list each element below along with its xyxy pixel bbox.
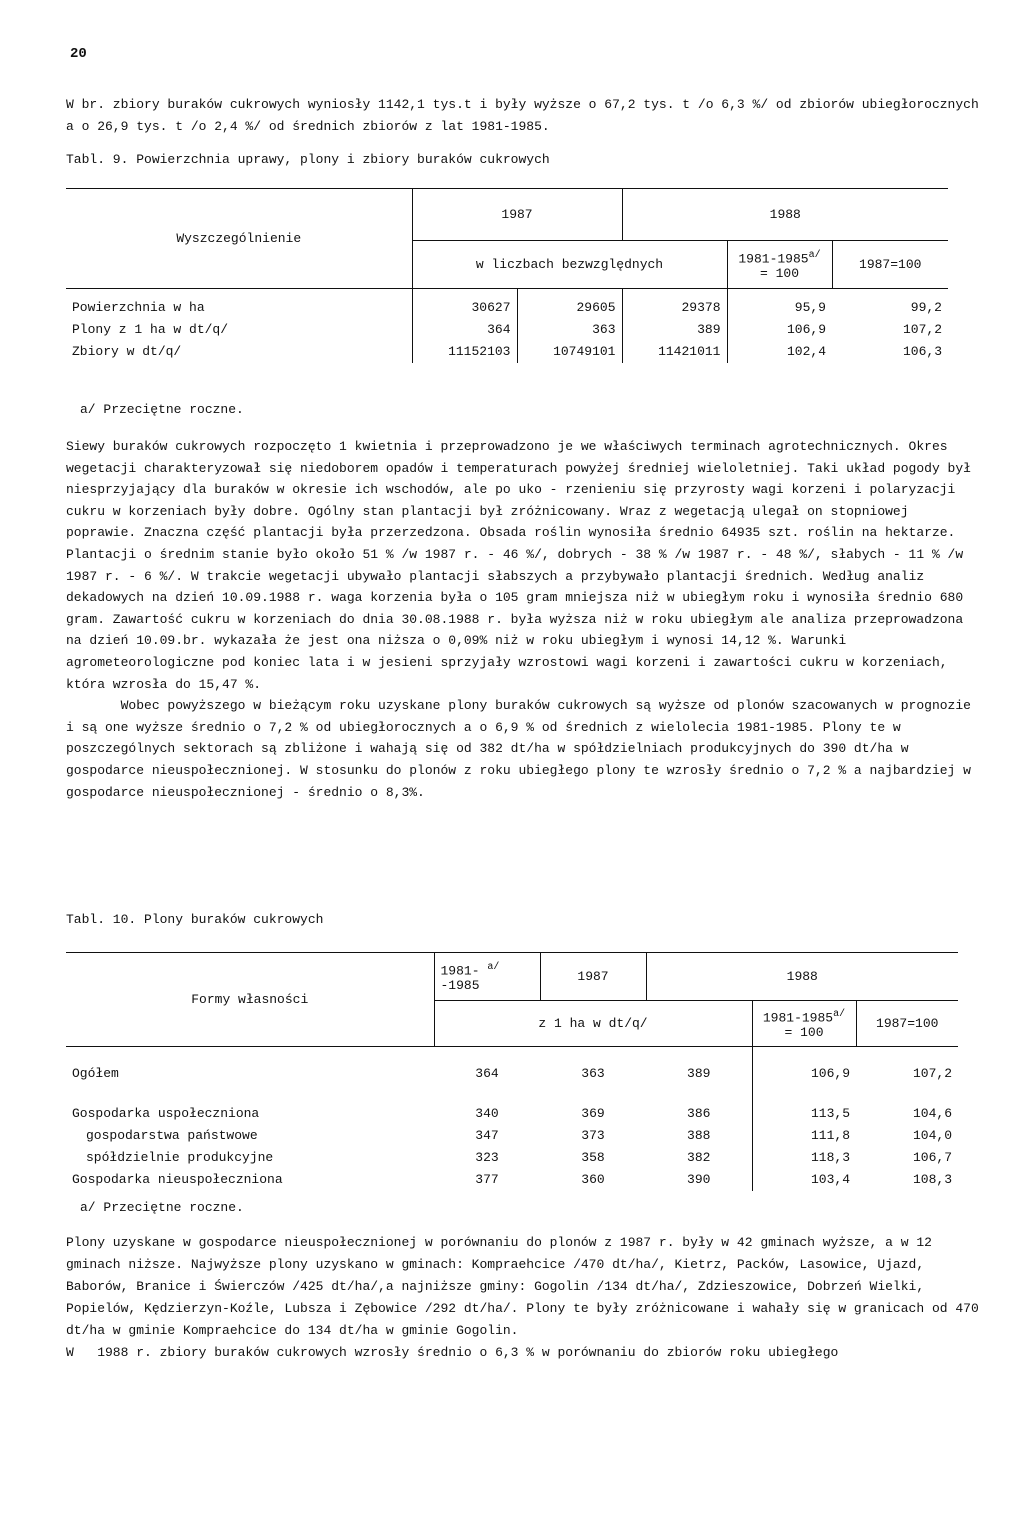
table10-row-label: spółdzielnie produkcyjne [86,1150,274,1165]
body-paragraph: Siewy buraków cukrowych rozpoczęto 1 kwietnia i przeprowadzono je we właściwych terminach agrotechnicznych. Okres wegetacji charakteryzował się niedoborem opadów i temperaturach powyżej średniej wieloletniej. Taki układ pogody był niesprzyjający dla buraków w okresie ich wschodów, ale po uko - rzenieniu się przyrosty wagi korzeni i polaryzacji cukru w korzeniach były dobre. Ogólny stan plantacji był zróżnicowany. Wraz z wegetacją ulegał on stopniowej poprawie. Znaczna część plantacji była przerzedzona. Obsada roślin wynosiła średnio 64935 szt. roślin na hektarze. Plantacji o średnim stanie było około 51 % /w 1987 r. - 46 %/, dobrych - 38 % /w 1987 r. - 48 %/, słabych - 11 % /w 1987 r. - 6 %/. W trakcie wegetacji ubywało plantacji słabszych a przybywało plantacji średnich. Według analiz dekadowych na dzień 10.09.1988 r. waga korzenia była o 105 gram mniejsza niż w ubiegłym roku i wynosiła średnio 680 gram. Zawartość cukru w korzeniach do dnia 30.08.1988 r. była wyższa niż w roku ubiegłym ale analiza przeprowadzona na dzień 10.09.br. wykazała że jest ona niższa o 0,09% niż w roku ubiegłym i wynosi 14,12 %. Warunki agrometeorologiczne pod koniec lata i w jesieni sprzyjały wzrostowi wagi korzeni i zawartości cukru w korzeniach, która wzrosła do 15,47 %. Wobec powyższego w bieżącym roku uzyskane plony buraków cukrowych są wyższe od plonów szacowanych w prognozie i są one wyższe średnio o 7,2 % od ubiegłorocznych a o 6,9 % od średnich z wielolecia 1981-1985. Plony te w poszczególnych sektorach są zbliżone i wahają się od 382 dt/ha w spółdzielniach produkcyjnych do 390 dt/ha w gospodarce nieuspołecznionej. W stosunku do plonów z roku ubiegłego plony te wzrosły średnio o 7,2 % a najbardziej w gospodarce nieuspołecznionej - średnio o 8,3%. [66,439,971,800]
table10-cell: 104,0 [912,1128,952,1143]
table10-cell: 369 [581,1106,605,1121]
table9-cell: 11421011 [622,341,727,363]
table10-avg-main: 1981- [440,963,480,979]
table10-idx-a-main: 1981-1985 [762,1010,834,1026]
table10-cell: 106,7 [912,1150,952,1165]
table9-footnote: a/ Przeciętne roczne. [80,402,244,417]
table10-row-label: gospodarstwa państwowe [86,1128,258,1143]
table10-cell: 111,8 [752,1125,856,1147]
table10-cell: 364 [475,1066,499,1081]
table-row [66,297,948,319]
table10-cell: 390 [687,1172,711,1187]
intro-paragraph: W br. zbiory buraków cukrowych wyniosły 1142,1 tys.t i były wyższe o 67,2 tys. t /o 6,3 %/ od zbiorów ubiegłorocznych a o 26,9 tys. t /o 2,4 %/ od średnich zbiorów z lat 1981-1985. [66,97,987,134]
table10-header-unit: z 1 ha w dt/q/ [434,1001,752,1047]
table10-cell: 103,4 [752,1169,856,1191]
table10-cell: 323 [475,1150,499,1165]
table9-cell: 107,2 [902,322,942,337]
table10-cell: 389 [687,1066,711,1081]
table9-cell: 99,2 [910,300,942,315]
table9-cell: 106,9 [727,319,832,341]
table10 [66,952,958,1191]
table9-idx-a-main: 1981-1985 [738,251,809,267]
table10-cell: 360 [581,1172,605,1187]
table9-cell: 10749101 [517,341,622,363]
table-row [66,1169,958,1191]
table9-cell: 95,9 [727,297,832,319]
table10-row-label: Gospodarka nieuspołeczniona [72,1172,283,1187]
table10-cell: 108,3 [912,1172,952,1187]
table9-header-1987: 1987 [412,189,622,241]
table10-cell: 363 [581,1066,605,1081]
table10-cell: 113,5 [752,1103,856,1125]
table9-cell: 363 [517,319,622,341]
table10-header-idx-a [752,1001,856,1047]
table10-idx-a-sup: a/ [833,1008,846,1020]
table9-caption: Tabl. 9. Powierzchnia uprawy, plony i zbiory buraków cukrowych [66,152,550,167]
table-row [66,1059,958,1089]
table-row [66,1125,958,1147]
table10-cell: 382 [687,1150,711,1165]
table9 [66,188,948,363]
table10-cell: 373 [581,1128,605,1143]
table10-header-1988: 1988 [646,953,958,1001]
table10-avg-second: -1985 [440,978,480,994]
table9-row-label: Plony z 1 ha w dt/q/ [72,322,229,337]
table-row [66,1103,958,1125]
table9-header-idx-a [727,241,832,289]
table9-idx-a-sup: a/ [808,249,821,261]
table9-header-abs: w liczbach bezwzględnych [412,241,727,289]
table9-row-label: Zbiory w dt/q/ [72,344,182,359]
table10-cell: 340 [475,1106,499,1121]
table9-cell: 29605 [517,297,622,319]
table10-cell: 388 [687,1128,711,1143]
table9-cell: 102,4 [727,341,832,363]
table9-cell: 106,3 [902,344,942,359]
table9-header-idx-b: 1987=100 [832,241,948,289]
table10-cell: 358 [581,1150,605,1165]
table9-header-desc: Wyszczególnienie [176,231,302,246]
table10-row-label: Gospodarka uspołeczniona [72,1106,260,1121]
closing-paragraph: Plony uzyskane w gospodarce nieuspołecznionej w porównaniu do plonów z 1987 r. były w 42 gminach wyższe, a w 12 gminach niższe. Najwyższe plony uzyskano w gminach: Kompraehcice /470 dt/ha/, Kietrz, Packów, Lasowice, Ujazd, Baborów, Branice i Świerczów /425 dt/ha/,a najniższe gminy: Gogolin /134 dt/ha/, Zdzieszowice, Dobrzeń Wielki, Popielów, Kędzierzyn-Koźle, Lubsza i Zębowice /292 dt/ha/. Plony te były zróżnicowane i wahały się w granicach od 470 dt/ha w gminie Kompraehcice do 134 dt/ha w gminie Gogolin. W 1988 r. zbiory buraków cukrowych wzrosły średnio o 6,3 % w porównaniu do zbiorów roku ubiegłego [66,1235,979,1360]
table10-header-desc: Formy własności [191,992,309,1007]
table9-header-1988: 1988 [622,189,948,241]
table10-header-1987: 1987 [540,953,646,1001]
table-row [66,341,948,363]
table10-cell: 386 [687,1106,711,1121]
table10-cell: 106,9 [752,1059,856,1089]
table10-idx-a-base: = 100 [784,1025,824,1041]
table9-cell: 389 [622,319,727,341]
table10-cell: 104,6 [912,1106,952,1121]
table9-cell: 29378 [622,297,727,319]
table9-idx-a-base: = 100 [759,266,799,282]
table9-cell: 30627 [412,297,517,319]
table9-row-label: Powierzchnia w ha [72,300,205,315]
table-row [66,1147,958,1169]
table10-cell: 347 [475,1128,499,1143]
table10-footnote: a/ Przeciętne roczne. [80,1200,244,1215]
table10-avg-sup: a/ [487,961,500,973]
table9-cell: 364 [412,319,517,341]
page-number: 20 [70,46,87,62]
table10-caption: Tabl. 10. Plony buraków cukrowych [66,912,324,927]
table10-header-avg [434,953,540,1001]
table10-header-idx-b: 1987=100 [856,1001,958,1047]
table10-cell: 118,3 [752,1147,856,1169]
table10-row-label: Ogółem [72,1066,119,1081]
table-row [66,319,948,341]
table10-cell: 107,2 [912,1066,952,1081]
table9-cell: 11152103 [412,341,517,363]
table10-cell: 377 [475,1172,499,1187]
